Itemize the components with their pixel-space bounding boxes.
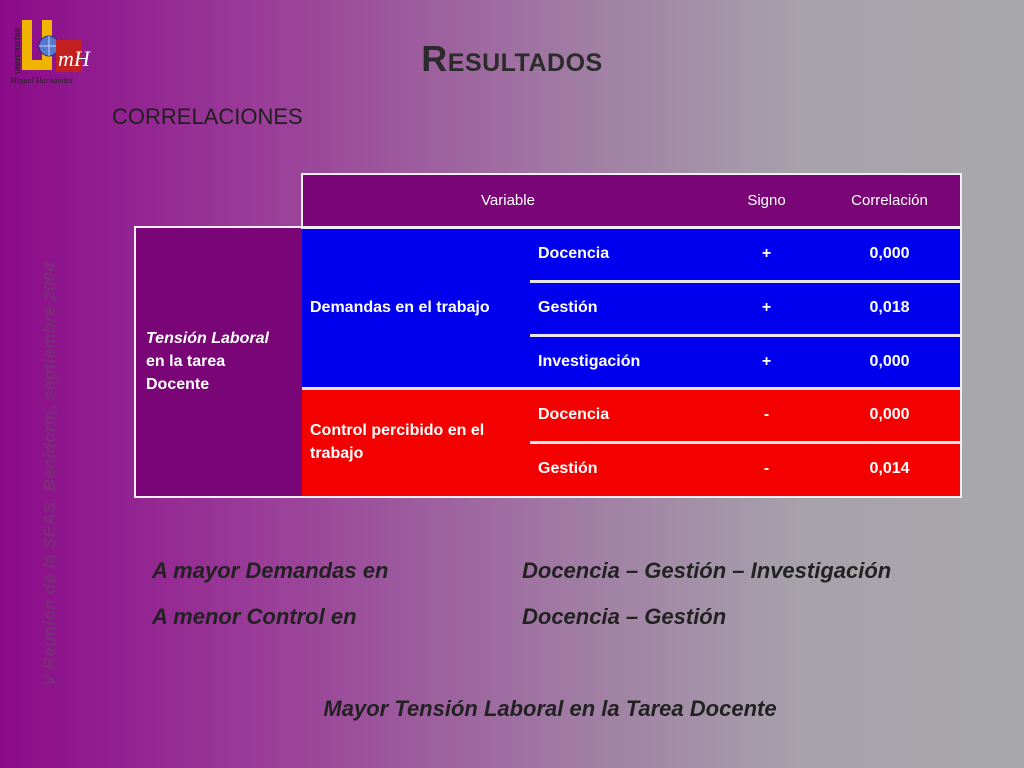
side-conference-text: V Reunión de la SEAS. Benidorm, septiembre 2004 <box>40 261 59 686</box>
table-row-variable: Gestión <box>530 442 714 496</box>
group-demandas-label: Demandas en el trabajo <box>302 227 530 388</box>
header-signo: Signo <box>714 174 819 227</box>
page-title: Resultados <box>421 38 603 79</box>
table-row-correlacion: 0,014 <box>819 442 960 496</box>
group-control-label: Control percibido en el trabajo <box>302 388 530 496</box>
summary-left-2: A menor Control en <box>152 604 357 629</box>
table-row-correlacion: 0,000 <box>819 335 960 388</box>
table-row-correlacion: 0,000 <box>819 227 960 281</box>
row-separator <box>302 387 960 390</box>
section-subtitle: CORRELACIONES <box>112 104 303 129</box>
svg-text:mH: mH <box>58 46 90 71</box>
summary-left-1: A mayor Demandas en <box>152 558 389 583</box>
row-separator <box>530 334 960 337</box>
table-row-signo: + <box>714 335 819 388</box>
conclusion: Mayor Tensión Laboral en la Tarea Docente <box>323 696 777 721</box>
row-group-label <box>136 227 302 496</box>
table-row-variable: Gestión <box>530 281 714 335</box>
header-variable: Variable <box>302 174 714 227</box>
table-row-signo: - <box>714 442 819 496</box>
row-separator <box>530 441 960 444</box>
table-row-signo: - <box>714 388 819 442</box>
table-row-variable: Docencia <box>530 388 714 442</box>
table-row-correlacion: 0,000 <box>819 388 960 442</box>
table-row-correlacion: 0,018 <box>819 281 960 335</box>
table-row-variable: Docencia <box>530 227 714 281</box>
row-group-label-rest: en la tarea Docente <box>146 353 226 393</box>
row-group-label-emph: Tensión Laboral <box>146 330 269 347</box>
header-correlacion: Correlación <box>819 174 960 227</box>
table-row-signo: + <box>714 281 819 335</box>
logo-caption: Miguel Hernández <box>10 76 73 85</box>
row-separator <box>530 280 960 283</box>
summary-right-1: Docencia – Gestión – Investigación <box>522 558 892 583</box>
table-row-signo: + <box>714 227 819 281</box>
table-row-variable: Investigación <box>530 335 714 388</box>
summary-right-2: Docencia – Gestión <box>522 604 727 629</box>
logo-vertical-text: UNIVERSITAS <box>15 27 22 74</box>
